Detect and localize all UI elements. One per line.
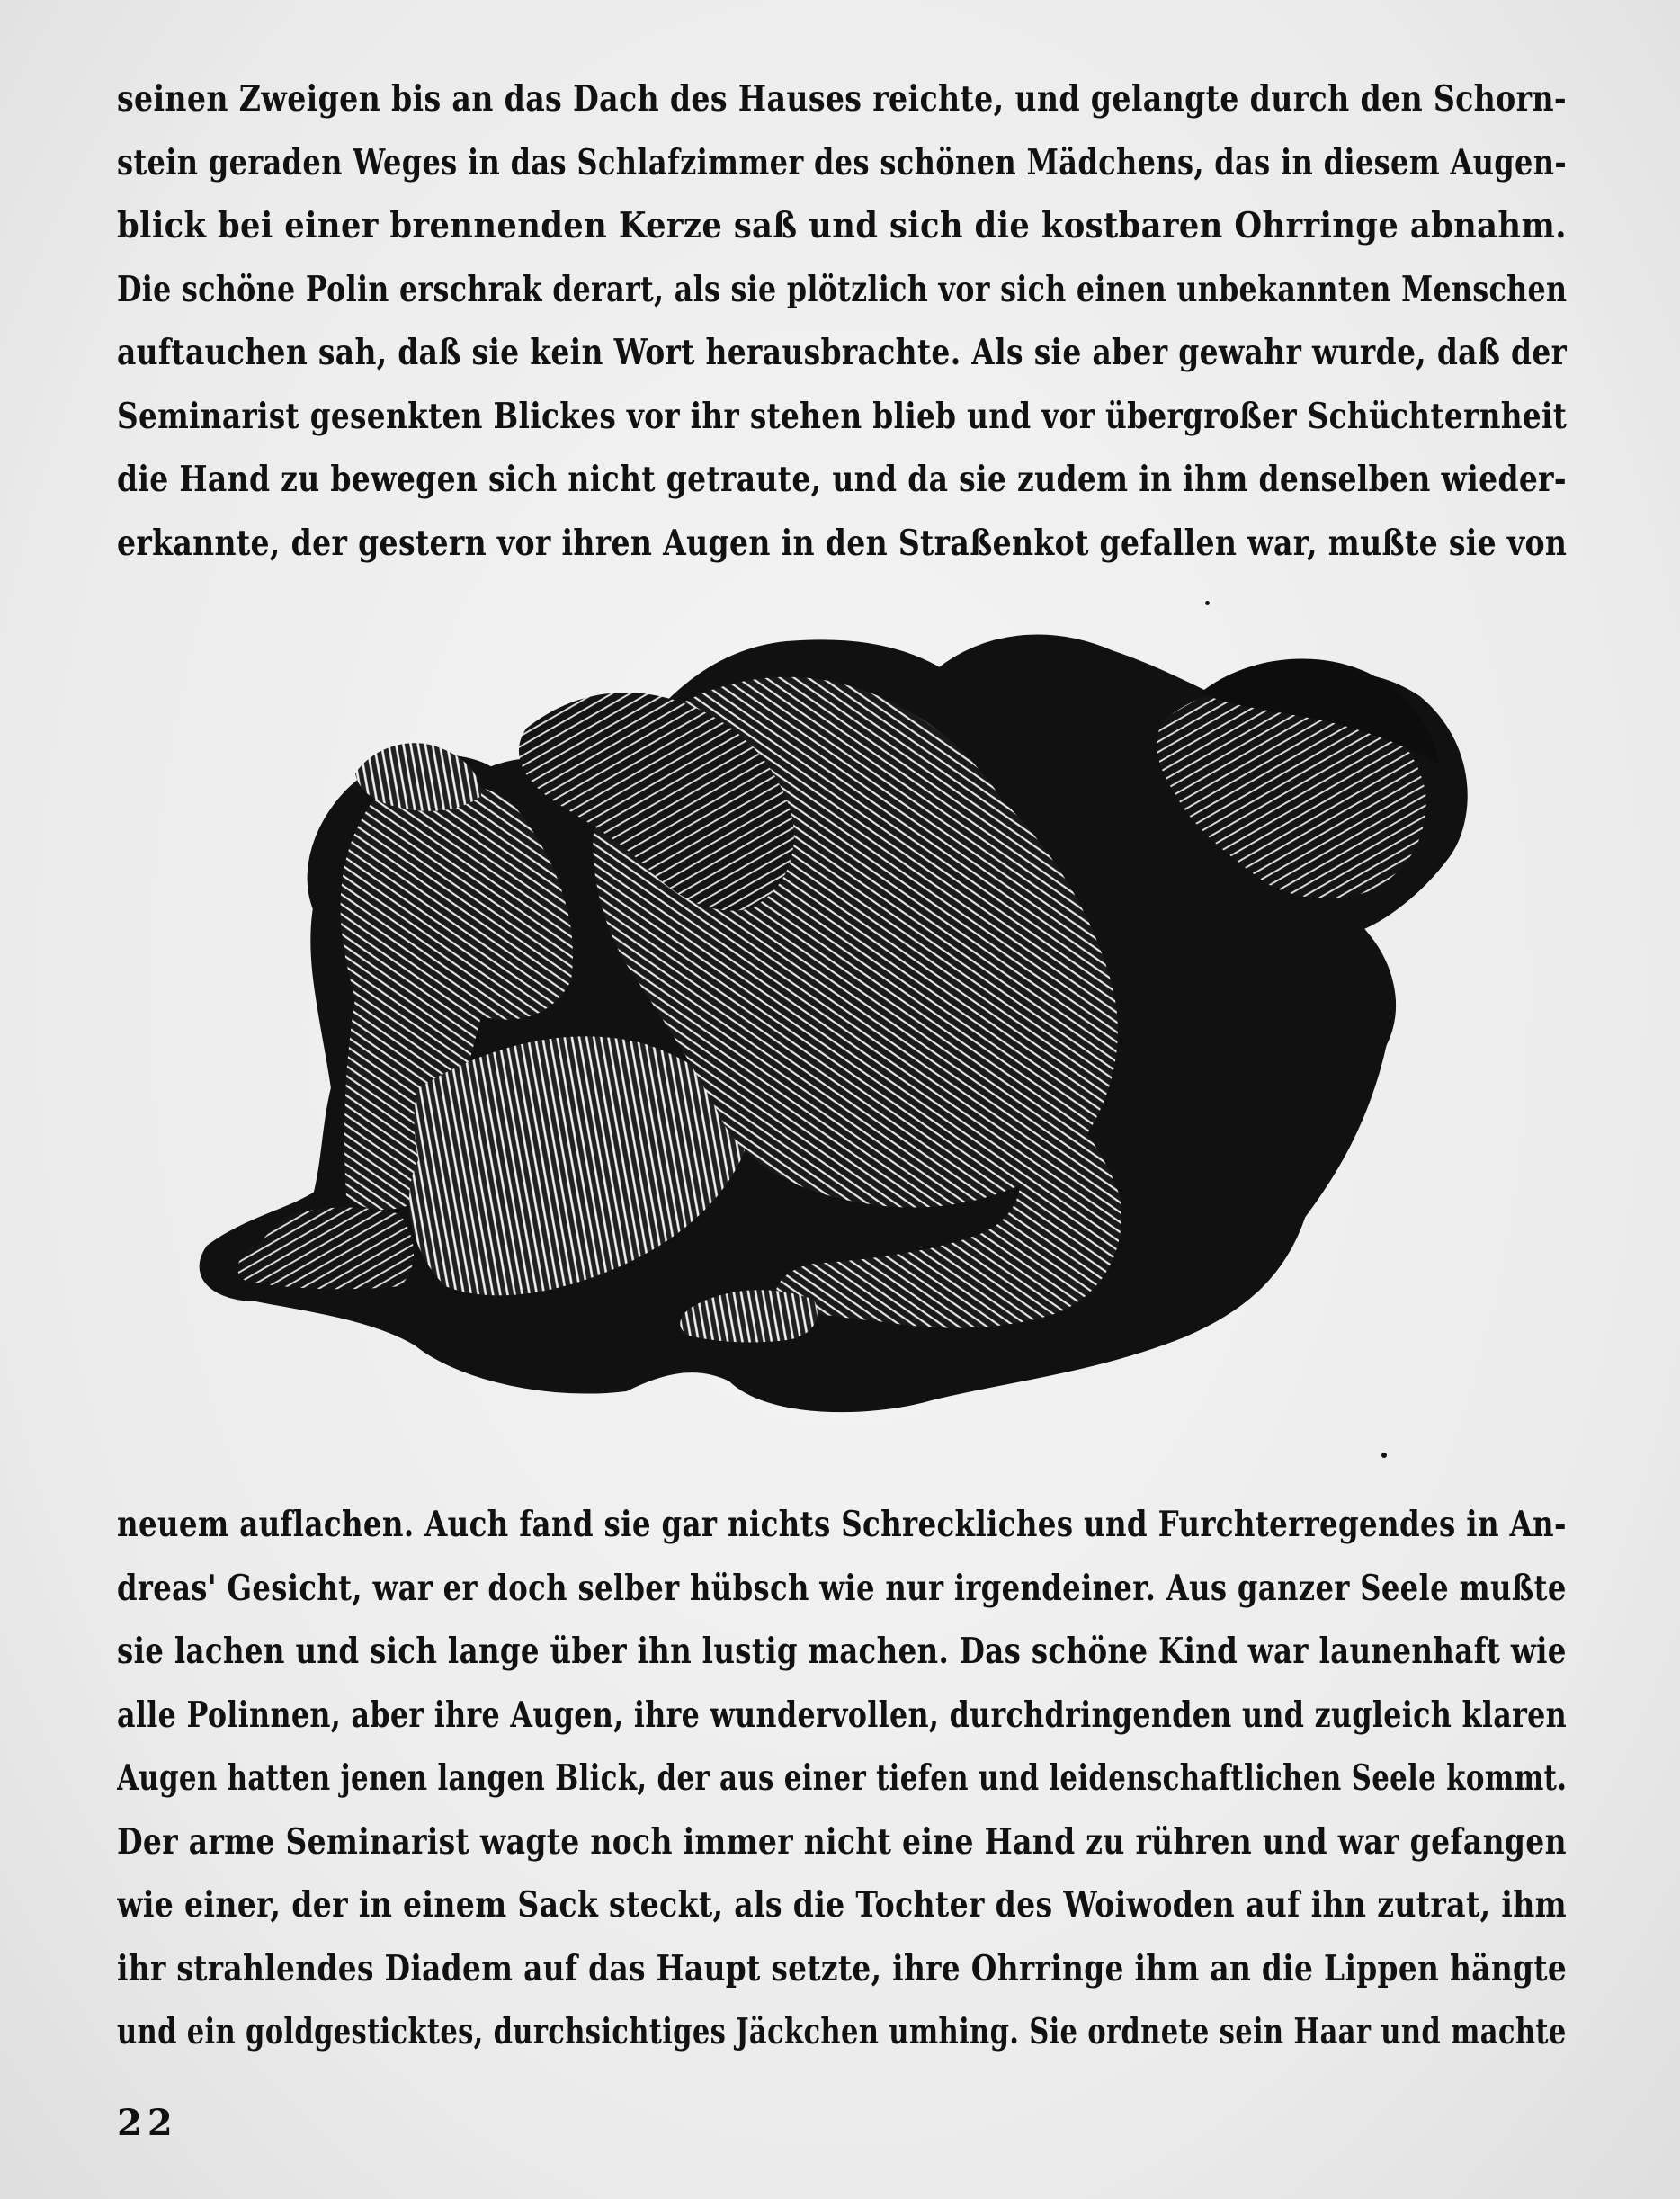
page-number: 22 <box>117 2102 178 2144</box>
text-line: neuem auflachen. Auch fand sie gar nichts Schreckliches und Furchterregendes in An- <box>117 1504 1567 1545</box>
text-line: blick bei einer brennenden Kerze saß und sich die kostbaren Ohrringe abnahm. <box>117 205 1567 246</box>
text-line: wie einer, der in einem Sack steckt, als die Tochter des Woiwoden auf ihn zutrat, ihm <box>117 1884 1568 1926</box>
text-line: seinen Zweigen bis an das Dach des Hauses reichte, und gelangte durch den Schorn- <box>117 78 1567 120</box>
text-line: auftauchen sah, daß sie kein Wort herausbrachte. Als sie aber gewahr wurde, daß der <box>117 332 1568 373</box>
text-line: sie lachen und sich lange über ihn lustig machen. Das schöne Kind war launenhaft wie <box>117 1631 1567 1672</box>
text-line: die Hand zu bewegen sich nicht getraute, und da sie zudem in ihm denselben wieder- <box>117 459 1567 500</box>
text-line: stein geraden Weges in das Schlafzimmer des schönen Mädchens, das in diesem Augen- <box>117 141 1567 183</box>
text-line: Die schöne Polin erschrak derart, als sie plötzlich vor sich einen unbekannten Menschen <box>117 268 1567 310</box>
text-line: dreas' Gesicht, war er doch selber hübsch wie nur irgendeiner. Aus ganzer Seele mußte <box>117 1567 1567 1609</box>
woodcut-illustration <box>193 621 1511 1448</box>
ink-speck <box>1205 601 1210 605</box>
text-line: alle Polinnen, aber ihre Augen, ihre wundervollen, durchdringenden und zugleich klaren <box>117 1694 1567 1736</box>
text-line: erkannte, der gestern vor ihren Augen in den Straßenkot gefallen war, mußte sie von <box>117 522 1568 564</box>
text-line: ihr strahlendes Diadem auf das Haupt setzte, ihre Ohrringe ihm an die Lippen hängte <box>117 1947 1568 1989</box>
text-line: und ein goldgesticktes, durchsichtiges Jäckchen umhing. Sie ordnete sein Haar und machte <box>117 2011 1567 2052</box>
text-line: Augen hatten jenen langen Blick, der aus einer tiefen und leidenschaftlichen Seele kommt. <box>117 1757 1568 1799</box>
ink-speck <box>1381 1453 1387 1458</box>
text-line: Der arme Seminarist wagte noch immer nicht eine Hand zu rühren und war gefangen <box>117 1820 1567 1863</box>
text-block-top <box>117 67 1567 575</box>
text-line: Seminarist gesenkten Blickes vor ihr stehen blieb und vor übergroßer Schüchternheit <box>117 395 1567 437</box>
text-block-bottom <box>117 1493 1567 2064</box>
